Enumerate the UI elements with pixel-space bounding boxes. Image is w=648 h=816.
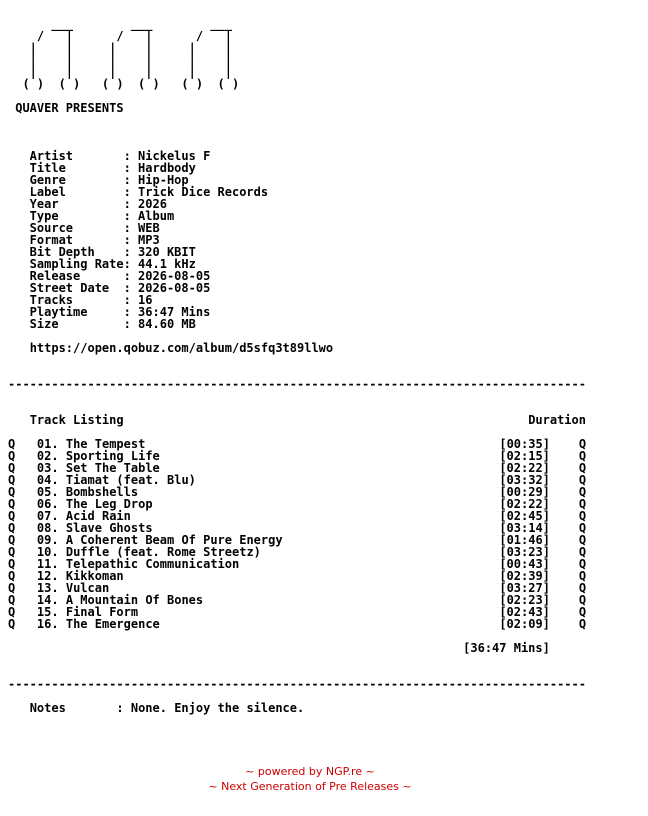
row-marker-right: Q [578, 509, 587, 523]
divider: -------------------------------------------------------------------------------- [8, 677, 586, 691]
info-value: Hip-Hop [138, 173, 189, 187]
info-label: Year [8, 197, 124, 211]
info-row [8, 318, 648, 330]
total-duration: [36:47 Mins] [463, 641, 550, 655]
track-number: 05. [36, 485, 59, 499]
row-marker-left: Q [8, 485, 16, 499]
info-separator: : [123, 257, 139, 271]
info-value: Trick Dice Records [138, 185, 269, 199]
track-title: A Coherent Beam Of Pure Energy [65, 533, 283, 547]
track-title: The Emergence [65, 617, 160, 631]
row-marker-left: Q [8, 617, 16, 631]
row-marker-left: Q [8, 497, 16, 511]
track-duration: [03:14] [499, 521, 550, 535]
track-title: Duffle (feat. Rome Streetz) [65, 545, 261, 559]
info-separator: : [123, 221, 139, 235]
footer-tagline: ~ Next Generation of Pre Releases ~ [208, 780, 412, 793]
row-marker-right: Q [578, 437, 587, 451]
row-marker-right: Q [578, 461, 587, 475]
track-duration: [02:22] [499, 461, 550, 475]
info-label: Sampling Rate [8, 257, 124, 271]
logo-art-line: ( ) ( ) ( ) ( ) ( ) ( ) [8, 77, 240, 91]
track-duration: [02:39] [499, 569, 550, 583]
row-marker-left: Q [8, 569, 16, 583]
album-url-line [8, 342, 648, 354]
blank-line [8, 354, 648, 366]
track-number: 01. [36, 437, 59, 451]
track-number: 11. [36, 557, 59, 571]
track-title: Tiamat (feat. Blu) [65, 473, 196, 487]
info-value: 36:47 Mins [138, 305, 211, 319]
track-duration: [00:35] [499, 437, 550, 451]
info-label: Bit Depth [8, 245, 124, 259]
track-duration: [03:32] [499, 473, 550, 487]
row-marker-right: Q [578, 557, 587, 571]
blank-line [8, 114, 648, 126]
info-separator: : [123, 317, 139, 331]
track-number: 06. [36, 497, 59, 511]
row-marker-left: Q [8, 473, 16, 487]
notes-value: None. Enjoy the silence. [130, 701, 305, 715]
track-number: 04. [36, 473, 59, 487]
info-separator: : [123, 269, 139, 283]
track-number: 03. [36, 461, 59, 475]
info-value: Album [138, 209, 175, 223]
track-row [8, 618, 648, 630]
info-separator: : [123, 209, 139, 223]
track-title: Vulcan [65, 581, 110, 595]
track-title: Sporting Life [65, 449, 160, 463]
track-title: Kikkoman [65, 569, 124, 583]
info-label: Tracks [8, 293, 124, 307]
logo-art-line: / | / | / | [8, 29, 232, 43]
info-separator: : [123, 293, 139, 307]
track-title: Final Form [65, 605, 139, 619]
info-label: Label [8, 185, 124, 199]
notes-label: Notes [29, 701, 66, 715]
track-duration: [01:46] [499, 533, 550, 547]
info-separator: : [123, 185, 139, 199]
row-marker-left: Q [8, 509, 16, 523]
info-label: Street Date [8, 281, 124, 295]
row-marker-left: Q [8, 521, 16, 535]
logo-art-line: | | | | | | [8, 41, 232, 55]
track-duration: [02:43] [499, 605, 550, 619]
info-label: Artist [8, 149, 124, 163]
track-duration: [02:15] [499, 449, 550, 463]
row-marker-left: Q [8, 449, 16, 463]
row-marker-left: Q [8, 581, 16, 595]
track-number: 14. [36, 593, 59, 607]
row-marker-left: Q [8, 461, 16, 475]
divider: -------------------------------------------------------------------------------- [8, 377, 586, 391]
track-title: Set The Table [65, 461, 160, 475]
track-duration: [03:23] [499, 545, 550, 559]
row-marker-right: Q [578, 605, 587, 619]
track-title: Acid Rain [65, 509, 131, 523]
track-duration: [02:45] [499, 509, 550, 523]
row-marker-right: Q [578, 617, 587, 631]
info-value: 16 [138, 293, 153, 307]
total-row [8, 642, 648, 654]
track-number: 15. [36, 605, 59, 619]
row-marker-left: Q [8, 545, 16, 559]
logo-art-line: | | | | | | [8, 65, 232, 79]
row-marker-right: Q [578, 533, 587, 547]
row-marker-left: Q [8, 557, 16, 571]
track-number: 10. [36, 545, 59, 559]
row-marker-right: Q [578, 545, 587, 559]
row-marker-right: Q [578, 485, 587, 499]
track-title: Bombshells [65, 485, 139, 499]
track-number: 16. [36, 617, 59, 631]
notes-row: Notes : None. Enjoy the silence. [29, 701, 305, 715]
track-duration: [02:09] [499, 617, 550, 631]
track-number: 12. [36, 569, 59, 583]
info-separator: : [123, 149, 139, 163]
row-marker-right: Q [578, 473, 587, 487]
info-value: 2026-08-05 [138, 281, 211, 295]
info-separator: : [123, 281, 139, 295]
info-value: 2026 [138, 197, 167, 211]
logo-art-line: | | | | | | [8, 53, 232, 67]
presenter-title: QUAVER PRESENTS [8, 101, 124, 115]
row-marker-right: Q [578, 593, 587, 607]
album-url-link[interactable]: https://open.qobuz.com/album/d5sfq3t89llwo [29, 341, 334, 355]
track-title: Telepathic Communication [65, 557, 240, 571]
logo-art-line: ___ ___ ___ [8, 17, 232, 31]
row-marker-left: Q [8, 593, 16, 607]
track-number: 07. [36, 509, 59, 523]
info-separator: : [123, 233, 139, 247]
track-number: 08. [36, 521, 59, 535]
info-label: Release [8, 269, 124, 283]
info-separator: : [123, 197, 139, 211]
track-duration: [00:29] [499, 485, 550, 499]
info-value: 320 KBIT [138, 245, 196, 259]
row-marker-right: Q [578, 581, 587, 595]
info-value: MP3 [138, 233, 160, 247]
blank-line [8, 126, 648, 138]
row-marker-left: Q [8, 533, 16, 547]
track-title: A Mountain Of Bones [65, 593, 204, 607]
track-duration: [03:27] [499, 581, 550, 595]
info-separator: : [123, 305, 139, 319]
track-number: 09. [36, 533, 59, 547]
row-marker-right: Q [578, 521, 587, 535]
info-label: Genre [8, 173, 124, 187]
info-value: 84.60 MB [138, 317, 196, 331]
track-duration: [00:43] [499, 557, 550, 571]
track-title: The Tempest [65, 437, 146, 451]
row-marker-right: Q [578, 569, 587, 583]
info-value: Hardbody [138, 161, 196, 175]
info-separator: : [123, 173, 139, 187]
info-label: Size [8, 317, 124, 331]
tracklist-header: Track Listing [29, 413, 124, 427]
row-marker-left: Q [8, 605, 16, 619]
info-value: WEB [138, 221, 160, 235]
info-value: 2026-08-05 [138, 269, 211, 283]
info-separator: : [123, 245, 139, 259]
track-title: Slave Ghosts [65, 521, 153, 535]
row-marker-right: Q [578, 449, 587, 463]
blank-line [8, 390, 648, 402]
tracklist-header-row [8, 414, 648, 426]
info-value: Nickelus F [138, 149, 211, 163]
info-label: Title [8, 161, 124, 175]
info-label: Source [8, 221, 124, 235]
row-marker-right: Q [578, 497, 587, 511]
track-title: The Leg Drop [65, 497, 153, 511]
duration-header: Duration [528, 413, 586, 427]
info-label: Format [8, 233, 124, 247]
track-duration: [02:22] [499, 497, 550, 511]
info-separator: : [123, 161, 139, 175]
info-label: Playtime [8, 305, 124, 319]
track-duration: [02:23] [499, 593, 550, 607]
track-number: 02. [36, 449, 59, 463]
track-number: 13. [36, 581, 59, 595]
blank-line [8, 654, 648, 666]
footer-powered-by[interactable]: ~ powered by NGP.re ~ [245, 765, 375, 778]
info-label: Type [8, 209, 124, 223]
info-value: 44.1 kHz [138, 257, 196, 271]
row-marker-left: Q [8, 437, 16, 451]
